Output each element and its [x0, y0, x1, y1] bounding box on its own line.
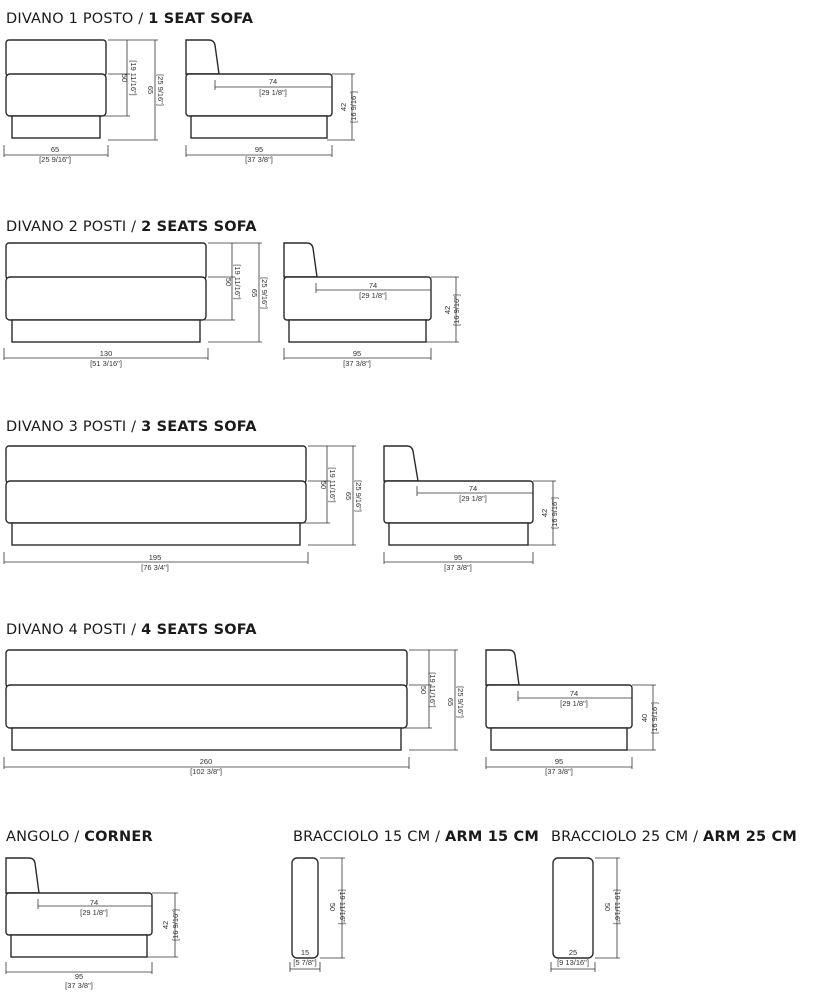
dim-2-seats-total-height-in: [25 9/16"]: [260, 277, 269, 309]
dim-2-seats-width: 130: [99, 349, 113, 358]
dim-arm-25-width-in: [9 13/16"]: [557, 958, 589, 967]
title-arm-25: BRACCIOLO 25 CM / ARM 25 CM: [551, 829, 797, 845]
dim-corner-width-in: [37 3/8"]: [65, 981, 93, 990]
dim-3-seats-depth: 74: [468, 484, 478, 493]
dim-2-seats-side-width: 95: [352, 349, 362, 358]
title-corner: ANGOLO / CORNER: [6, 829, 153, 845]
dim-arm-25-height-in: [19 11/16"]: [613, 889, 622, 925]
arm-15-drawing: [290, 858, 345, 972]
side-view-1-seat: [186, 40, 355, 157]
dim-4-seats-seat-height: 40: [640, 713, 649, 723]
dim-2-seats-depth: 74: [368, 281, 378, 290]
dim-1-seat-total-height: 65: [146, 85, 155, 95]
dim-3-seats-total-height: 65: [344, 491, 353, 501]
dim-1-seat-depth: 74: [268, 77, 278, 86]
title-arm-15: BRACCIOLO 15 CM / ARM 15 CM: [293, 829, 539, 845]
dim-4-seats-depth: 74: [569, 689, 579, 698]
dim-arm-25-width: 25: [568, 948, 578, 957]
dim-3-seats-height: 50: [319, 480, 328, 490]
dim-1-seat-seat-height: 42: [339, 102, 348, 112]
dim-3-seats-height-in: [19 11/16"]: [328, 467, 337, 503]
front-view-1-seat: [4, 40, 158, 157]
dim-4-seats-total-height-in: [25 9/16"]: [456, 686, 465, 718]
title-3-seats: DIVANO 3 POSTI / 3 SEATS SOFA: [6, 419, 257, 435]
dim-3-seats-side-width-in: [37 3/8"]: [444, 563, 472, 572]
title-1-seat: DIVANO 1 POSTO / 1 SEAT SOFA: [6, 11, 254, 27]
dim-2-seats-total-height: 65: [250, 288, 259, 298]
dim-4-seats-depth-in: [29 1/8"]: [560, 699, 588, 708]
dim-1-seat-seat-height-in: [16 9/16"]: [349, 91, 358, 123]
dim-4-seats-side-width-in: [37 3/8"]: [545, 767, 573, 776]
dim-arm-15-width-in: [5 7/8"]: [293, 958, 317, 967]
dim-2-seats-side-width-in: [37 3/8"]: [343, 359, 371, 368]
side-view-4-seats: [486, 650, 656, 769]
dim-3-seats-seat-height-in: [16 9/16"]: [550, 497, 559, 529]
dim-1-seat-height-in: [19 11/16"]: [129, 60, 138, 96]
dim-3-seats-depth-in: [29 1/8"]: [459, 494, 487, 503]
dim-2-seats-seat-height: 42: [443, 305, 452, 315]
dim-1-seat-width-in: [25 9/16"]: [39, 155, 71, 164]
dim-corner-width: 95: [74, 972, 84, 981]
dim-2-seats-seat-height-in: [16 9/16"]: [452, 294, 461, 326]
dim-1-seat-depth-in: [29 1/8"]: [259, 88, 287, 97]
dim-2-seats-height-in: [19 11/16"]: [233, 264, 242, 300]
side-view-3-seats: [384, 446, 556, 564]
dim-4-seats-seat-height-in: [16 9/16"]: [650, 702, 659, 734]
dim-3-seats-side-width: 95: [453, 553, 463, 562]
front-view-3-seats: [4, 446, 356, 564]
dim-corner-seat-height: 42: [161, 920, 170, 930]
dim-arm-15-width: 15: [300, 948, 310, 957]
dim-corner-depth-in: [29 1/8"]: [80, 908, 108, 917]
arm-25-drawing: [551, 858, 620, 972]
dim-3-seats-width-in: [76 3/4"]: [141, 563, 169, 572]
dim-4-seats-height-in: [19 11/16"]: [428, 672, 437, 708]
dim-arm-25-height: 50: [603, 902, 612, 912]
dim-1-seat-width: 65: [50, 145, 60, 154]
dim-2-seats-width-in: [51 3/16"]: [90, 359, 122, 368]
title-2-seats: DIVANO 2 POSTI / 2 SEATS SOFA: [6, 219, 257, 235]
dim-4-seats-side-width: 95: [554, 757, 564, 766]
dim-2-seats-depth-in: [29 1/8"]: [359, 291, 387, 300]
dim-corner-depth: 74: [89, 898, 99, 907]
front-view-4-seats: [4, 650, 458, 769]
dim-arm-15-height-in: [19 11/16"]: [338, 889, 347, 925]
dim-3-seats-width: 195: [148, 553, 162, 562]
dim-1-seat-side-width-in: [37 3/8"]: [245, 155, 273, 164]
dim-4-seats-width-in: [102 3/8"]: [190, 767, 222, 776]
front-view-2-seats: [4, 243, 262, 360]
dim-corner-seat-height-in: [16 9/16"]: [171, 909, 180, 941]
dim-4-seats-height: 50: [419, 685, 428, 695]
dim-1-seat-total-height-in: [25 9/16"]: [156, 74, 165, 106]
dim-1-seat-side-width: 95: [254, 145, 264, 154]
dim-4-seats-total-height: 65: [446, 697, 455, 707]
dim-4-seats-width: 260: [199, 757, 213, 766]
title-4-seats: DIVANO 4 POSTI / 4 SEATS SOFA: [6, 622, 257, 638]
dim-1-seat-height: 50: [120, 73, 129, 83]
dim-3-seats-total-height-in: [25 9/16"]: [354, 480, 363, 512]
dim-arm-15-height: 50: [328, 902, 337, 912]
dim-3-seats-seat-height: 42: [540, 508, 549, 518]
dim-2-seats-height: 50: [224, 277, 233, 287]
side-view-2-seats: [284, 243, 459, 360]
